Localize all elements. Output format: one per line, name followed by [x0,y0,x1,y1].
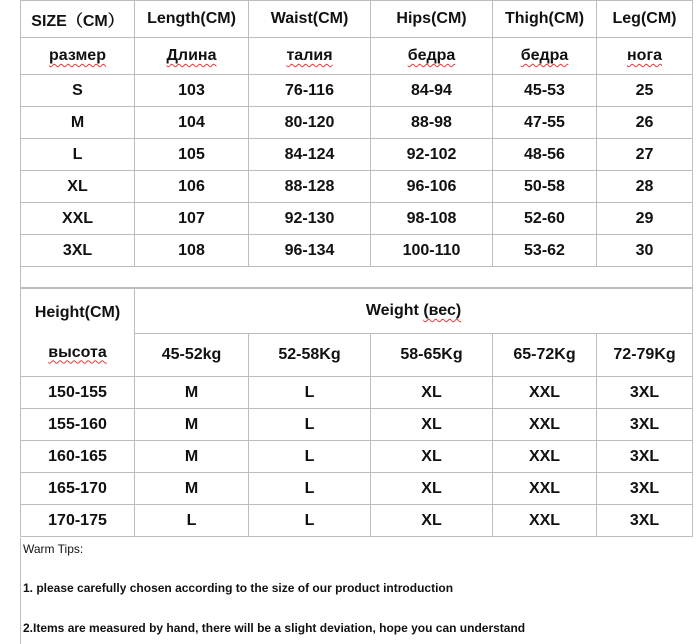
table-cell: 160-165 [21,441,135,473]
table-row [21,505,693,537]
table-cell: 88-98 [371,107,493,139]
table-cell: 96-134 [249,235,371,267]
table-cell: 53-62 [493,235,597,267]
table-row [21,203,693,235]
header-cell: Hips(CM) [371,1,493,38]
table-row [21,377,693,409]
table-row [21,139,693,171]
table-row [21,409,693,441]
table-cell: XXL [493,473,597,505]
table-cell: 106 [135,171,249,203]
table-cell: 76-116 [249,75,371,107]
table-row [21,75,693,107]
table-cell: L [249,473,371,505]
table-cell: S [21,75,135,107]
header-cell: Length(CM) [135,1,249,38]
table-row [21,235,693,267]
tips-title: Warm Tips: [23,542,84,556]
weight-header: Weight (вес) [135,289,693,334]
table-cell: 3XL [597,473,693,505]
header-cell: Waist(CM) [249,1,371,38]
table-cell: 47-55 [493,107,597,139]
table-cell: XXL [493,505,597,537]
table-cell: 30 [597,235,693,267]
table-cell: M [135,409,249,441]
size-table-header-en [21,1,693,38]
table-cell: XL [371,409,493,441]
header-cell: SIZE（CM） [21,1,135,38]
table-cell: 84-94 [371,75,493,107]
table-cell: M [135,441,249,473]
table-cell: 150-155 [21,377,135,409]
table-cell: 105 [135,139,249,171]
table-row [21,473,693,505]
table-cell: 108 [135,235,249,267]
spacer-row [20,267,693,288]
header-cell: Thigh(CM) [493,1,597,38]
table-cell: 25 [597,75,693,107]
table-cell: M [21,107,135,139]
table-cell: XL [371,473,493,505]
table-cell: 3XL [21,235,135,267]
weight-col: 58-65Kg [371,334,493,377]
header-cell-ru: бедра [493,38,597,75]
table-cell: 170-175 [21,505,135,537]
table-cell: M [135,377,249,409]
header-cell: Leg(CM) [597,1,693,38]
spacer-cell [21,267,693,288]
table-cell: 28 [597,171,693,203]
size-table-header-ru [21,38,693,75]
table-cell: 80-120 [249,107,371,139]
warm-tips [20,538,693,644]
table-cell: 96-106 [371,171,493,203]
size-chart [20,0,692,537]
size-table [20,0,693,267]
table-cell: 84-124 [249,139,371,171]
table-cell: XL [371,377,493,409]
table-cell: 48-56 [493,139,597,171]
table-cell: L [249,409,371,441]
header-cell-ru: размер [21,38,135,75]
table-cell: 88-128 [249,171,371,203]
weight-table [20,288,693,537]
table-row [21,107,693,139]
table-cell: XXL [493,409,597,441]
table-cell: XXL [21,203,135,235]
table-cell: 104 [135,107,249,139]
table-cell: 52-60 [493,203,597,235]
table-cell: L [21,139,135,171]
table-cell: XXL [493,441,597,473]
table-cell: 26 [597,107,693,139]
weight-col: 52-58Kg [249,334,371,377]
tip-line-1: 1. please carefully chosen according to the size of our product introduction [23,581,454,595]
table-cell: L [135,505,249,537]
table-row [21,171,693,203]
header-cell-ru: бедра [371,38,493,75]
table-cell: XL [371,505,493,537]
table-cell: M [135,473,249,505]
table-cell: 100-110 [371,235,493,267]
table-cell: 3XL [597,409,693,441]
weight-col: 72-79Kg [597,334,693,377]
table-cell: L [249,441,371,473]
table-cell: 155-160 [21,409,135,441]
table-cell: XL [21,171,135,203]
table-cell: 98-108 [371,203,493,235]
table-cell: L [249,505,371,537]
weight-col: 45-52kg [135,334,249,377]
table-cell: XXL [493,377,597,409]
table-row [21,441,693,473]
table-cell: 165-170 [21,473,135,505]
table-cell: 29 [597,203,693,235]
weight-col: 65-72Kg [493,334,597,377]
table-cell: 3XL [597,505,693,537]
table-cell: 3XL [597,377,693,409]
table-cell: 45-53 [493,75,597,107]
table-cell: 27 [597,139,693,171]
table-cell: 92-130 [249,203,371,235]
table-cell: 50-58 [493,171,597,203]
height-header: Height(CM) высота [21,289,135,377]
header-cell-ru: талия [249,38,371,75]
tip-line-2: 2.Items are measured by hand, there will be a slight deviation, hope you can understand [23,621,526,635]
table-cell: L [249,377,371,409]
header-cell-ru: нога [597,38,693,75]
table-cell: 3XL [597,441,693,473]
header-cell-ru: Длина [135,38,249,75]
table-cell: 107 [135,203,249,235]
table-cell: 103 [135,75,249,107]
table-cell: XL [371,441,493,473]
table-cell: 92-102 [371,139,493,171]
